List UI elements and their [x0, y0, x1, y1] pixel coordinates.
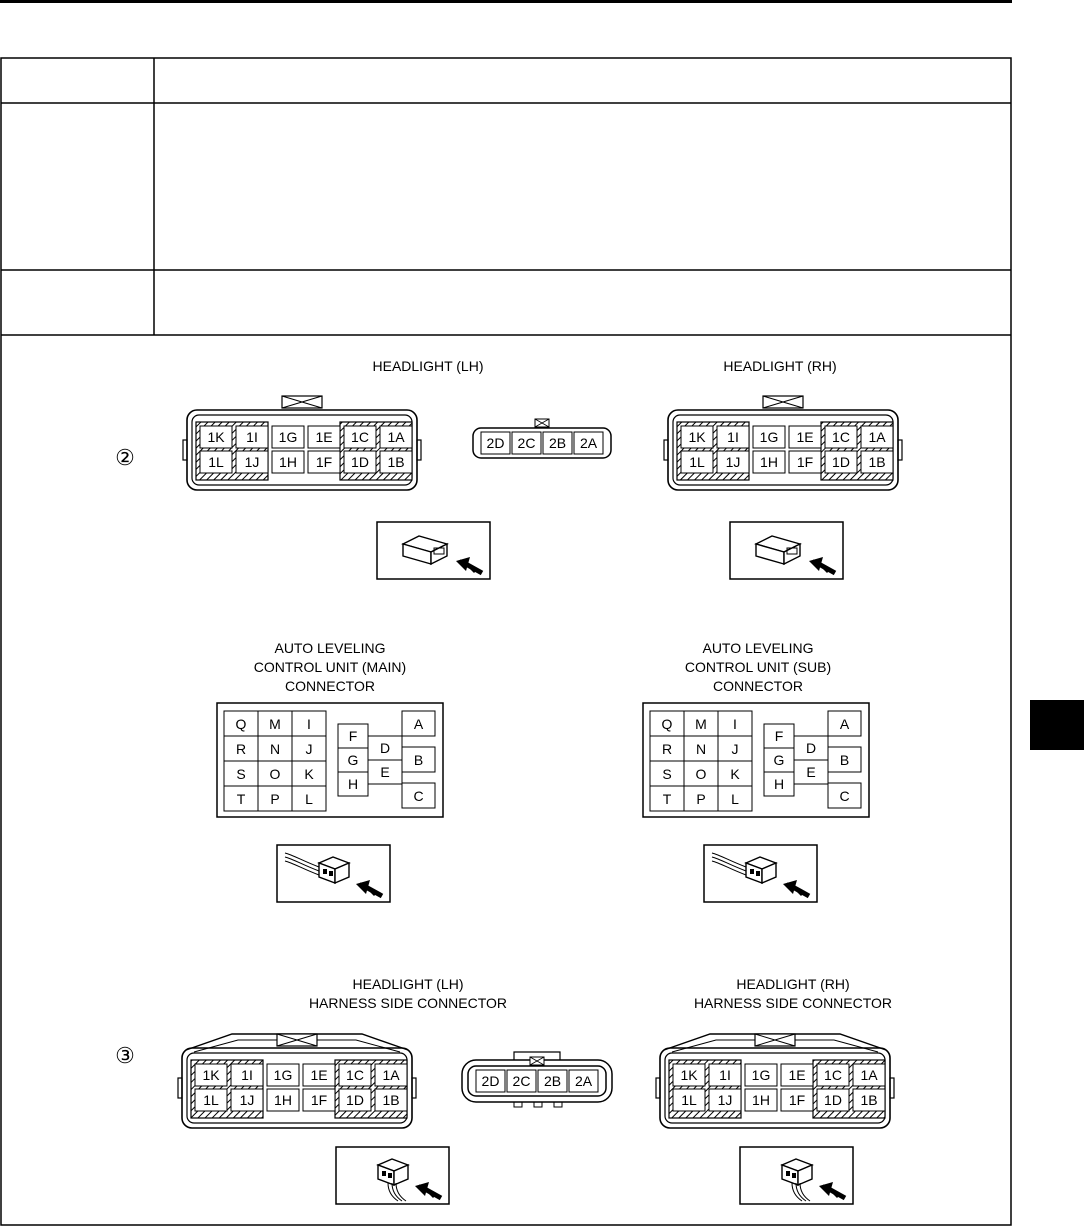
connector-pin-cell	[781, 1089, 813, 1111]
connector-pin-cell	[339, 1089, 371, 1111]
connector-pin-cell	[402, 783, 435, 808]
svg-text:1A: 1A	[868, 429, 886, 445]
harness-view-icon	[704, 845, 817, 902]
svg-text:1G: 1G	[751, 1067, 771, 1083]
connector-pin-cell	[338, 724, 368, 748]
leveling-sub-title	[685, 640, 831, 694]
connector-pin-cell	[224, 761, 258, 786]
svg-text:1D: 1D	[832, 454, 850, 470]
connector-pin-cell	[368, 736, 402, 760]
svg-text:R: R	[235, 741, 247, 757]
svg-text:1B: 1B	[868, 454, 886, 470]
svg-text:1E: 1E	[310, 1067, 328, 1083]
connector-pin-cell	[825, 451, 857, 473]
connector-pin-cell	[292, 736, 326, 761]
svg-text:1I: 1I	[241, 1067, 253, 1083]
connector-pin-cell	[224, 736, 258, 761]
connector-pin-cell	[718, 736, 752, 761]
connector-pin-cell	[825, 426, 857, 448]
connector-pin-cell	[258, 736, 292, 761]
connector-pin-cell	[789, 451, 821, 473]
section-tab-marker	[1030, 700, 1084, 750]
connector-pin-cell	[650, 786, 684, 811]
step-marker-2	[115, 445, 135, 470]
svg-text:C: C	[413, 788, 424, 804]
connector-view-icon	[377, 522, 490, 579]
connector-pin-cell	[684, 761, 718, 786]
headlight-lh-title: HEADLIGHT (LH)	[372, 358, 484, 374]
svg-text:1G: 1G	[278, 429, 298, 445]
connector-pin-cell	[380, 451, 412, 473]
connector-pin-cell	[267, 1089, 299, 1111]
connector-pin-cell	[684, 736, 718, 761]
harness-view-icon	[277, 845, 390, 902]
svg-text:1B: 1B	[382, 1092, 400, 1108]
svg-text:C: C	[839, 788, 850, 804]
connector-pin-cell	[476, 1070, 505, 1092]
svg-text:1C: 1C	[824, 1067, 842, 1083]
svg-text:B: B	[413, 752, 424, 768]
svg-text:Q: Q	[235, 716, 247, 732]
svg-text:1A: 1A	[860, 1067, 878, 1083]
connector-pin-cell	[789, 426, 821, 448]
leveling-main-connector	[217, 703, 443, 817]
connector-pin-cell	[200, 451, 232, 473]
svg-text:S: S	[662, 766, 672, 782]
svg-text:1L: 1L	[208, 454, 224, 470]
headlight-rh-title: HEADLIGHT (RH)	[723, 358, 837, 374]
svg-text:K: K	[304, 766, 314, 782]
connector-pin-cell	[308, 426, 340, 448]
svg-text:1E: 1E	[796, 429, 814, 445]
svg-text:2D: 2D	[486, 435, 505, 451]
connector-pin-cell	[861, 451, 893, 473]
connector-pin-cell	[402, 711, 435, 736]
headlight-lh-connector-1	[183, 396, 421, 490]
harness-rh-connector-1	[656, 1034, 894, 1128]
connector-pin-cell	[794, 760, 828, 784]
svg-text:1D: 1D	[824, 1092, 842, 1108]
headlight-rh-connector-1	[664, 396, 902, 490]
connector-pin-cell	[681, 451, 713, 473]
connector-pin-cell	[817, 1064, 849, 1086]
svg-text:J: J	[305, 741, 313, 757]
connector-pin-cell	[292, 711, 326, 736]
headlight-lh-connector-2	[473, 419, 611, 458]
connector-pin-cell	[272, 426, 304, 448]
connector-pin-cell	[258, 761, 292, 786]
svg-text:1F: 1F	[310, 1092, 328, 1108]
connector-pin-cell	[507, 1070, 536, 1092]
svg-text:1B: 1B	[860, 1092, 878, 1108]
svg-text:R: R	[661, 741, 673, 757]
connector-pin-cell	[745, 1064, 777, 1086]
connector-pin-cell	[236, 451, 268, 473]
svg-text:D: D	[805, 740, 817, 756]
connector-pin-cell	[375, 1089, 407, 1111]
connector-pin-cell	[650, 761, 684, 786]
svg-text:1C: 1C	[832, 429, 850, 445]
connector-pin-cell	[481, 432, 510, 454]
svg-text:O: O	[269, 766, 281, 782]
svg-text:K: K	[730, 766, 740, 782]
connector-pin-cell	[574, 432, 603, 454]
svg-text:1F: 1F	[796, 454, 814, 470]
svg-text:N: N	[695, 741, 707, 757]
connector-pin-cell	[853, 1089, 885, 1111]
connector-pin-cell	[308, 451, 340, 473]
connector-pin-cell	[709, 1089, 741, 1111]
connector-pin-cell	[673, 1089, 705, 1111]
connector-pin-cell	[338, 772, 368, 796]
svg-text:1L: 1L	[203, 1092, 219, 1108]
connector-pin-cell	[781, 1064, 813, 1086]
svg-text:1L: 1L	[681, 1092, 697, 1108]
svg-text:1L: 1L	[689, 454, 705, 470]
svg-text:1C: 1C	[351, 429, 369, 445]
svg-text:1H: 1H	[760, 454, 778, 470]
svg-text:AUTO LEVELING: AUTO LEVELING	[702, 640, 814, 656]
svg-text:S: S	[236, 766, 246, 782]
svg-text:1I: 1I	[719, 1067, 731, 1083]
svg-text:Q: Q	[661, 716, 673, 732]
svg-text:1E: 1E	[315, 429, 333, 445]
connector-pin-cell	[195, 1064, 227, 1086]
connector-pin-cell	[538, 1070, 567, 1092]
connector-pin-cell	[684, 786, 718, 811]
svg-text:L: L	[305, 791, 313, 807]
connector-pin-cell	[200, 426, 232, 448]
svg-text:G: G	[347, 752, 359, 768]
harness-view-icon	[336, 1147, 449, 1204]
connector-pin-cell	[344, 451, 376, 473]
svg-text:2B: 2B	[548, 435, 567, 451]
connector-pin-cell	[681, 426, 713, 448]
connector-pin-cell	[338, 748, 368, 772]
svg-text:H: H	[347, 776, 359, 792]
svg-text:L: L	[731, 791, 739, 807]
svg-text:1G: 1G	[273, 1067, 293, 1083]
svg-text:J: J	[731, 741, 739, 757]
leveling-sub-connector	[643, 703, 869, 817]
connector-pin-cell	[650, 736, 684, 761]
connector-diagram-table	[0, 57, 1012, 1226]
connector-pin-cell	[718, 786, 752, 811]
svg-text:1H: 1H	[279, 454, 297, 470]
svg-text:1D: 1D	[351, 454, 369, 470]
connector-pin-cell	[231, 1089, 263, 1111]
connector-pin-cell	[236, 426, 268, 448]
connector-pin-cell	[764, 772, 794, 796]
svg-text:B: B	[839, 752, 850, 768]
svg-text:2C: 2C	[517, 435, 536, 451]
svg-text:HARNESS SIDE CONNECTOR: HARNESS SIDE CONNECTOR	[308, 995, 508, 1011]
leveling-main-title	[254, 640, 406, 694]
svg-text:1K: 1K	[680, 1067, 698, 1083]
svg-text:1J: 1J	[717, 1092, 733, 1108]
connector-pin-cell	[764, 724, 794, 748]
svg-text:1I: 1I	[727, 429, 739, 445]
svg-text:CONNECTOR: CONNECTOR	[285, 678, 375, 694]
connector-pin-cell	[231, 1064, 263, 1086]
svg-text:1A: 1A	[382, 1067, 400, 1083]
connector-pin-cell	[717, 426, 749, 448]
svg-text:1J: 1J	[239, 1092, 255, 1108]
connector-pin-cell	[267, 1064, 299, 1086]
connector-pin-cell	[745, 1089, 777, 1111]
connector-view-icon	[730, 522, 843, 579]
connector-pin-cell	[828, 783, 861, 808]
svg-text:1J: 1J	[244, 454, 260, 470]
connector-pin-cell	[853, 1064, 885, 1086]
svg-text:O: O	[695, 766, 707, 782]
svg-text:2B: 2B	[543, 1073, 562, 1089]
connector-pin-cell	[794, 736, 828, 760]
connector-pin-cell	[402, 747, 435, 772]
svg-text:1K: 1K	[688, 429, 706, 445]
connector-pin-cell	[258, 711, 292, 736]
connector-pin-cell	[861, 426, 893, 448]
svg-text:CONTROL UNIT (MAIN): CONTROL UNIT (MAIN)	[253, 659, 407, 675]
connector-pin-cell	[380, 426, 412, 448]
harness-rh-title	[694, 976, 892, 1011]
svg-text:1I: 1I	[246, 429, 258, 445]
harness-lh-connector-1	[178, 1034, 416, 1128]
svg-text:1F: 1F	[788, 1092, 806, 1108]
connector-pin-cell	[753, 426, 785, 448]
svg-text:A: A	[839, 716, 850, 732]
svg-text:P: P	[696, 791, 706, 807]
svg-text:E: E	[380, 764, 390, 780]
svg-text:1B: 1B	[387, 454, 405, 470]
svg-text:A: A	[413, 716, 424, 732]
connector-pin-cell	[828, 747, 861, 772]
svg-text:2A: 2A	[574, 1073, 593, 1089]
svg-text:HARNESS SIDE CONNECTOR: HARNESS SIDE CONNECTOR	[693, 995, 893, 1011]
page-top-rule	[0, 0, 1012, 3]
connector-pin-cell	[828, 711, 861, 736]
connector-pin-cell	[718, 761, 752, 786]
svg-text:AUTO LEVELING: AUTO LEVELING	[274, 640, 386, 656]
svg-text:1K: 1K	[207, 429, 225, 445]
connector-pin-cell	[375, 1064, 407, 1086]
svg-text:D: D	[379, 740, 391, 756]
connector-pin-cell	[303, 1064, 335, 1086]
svg-text:1F: 1F	[315, 454, 333, 470]
harness-view-icon	[740, 1147, 853, 1204]
connector-pin-cell	[224, 786, 258, 811]
connector-pin-cell	[753, 451, 785, 473]
svg-text:CONNECTOR: CONNECTOR	[713, 678, 803, 694]
table-grid	[1, 58, 1011, 1225]
svg-text:E: E	[806, 764, 816, 780]
connector-pin-cell	[543, 432, 572, 454]
svg-text:I: I	[307, 716, 311, 732]
connector-pin-cell	[569, 1070, 598, 1092]
connector-pin-cell	[717, 451, 749, 473]
connector-pin-cell	[817, 1089, 849, 1111]
svg-text:1E: 1E	[788, 1067, 806, 1083]
svg-text:T: T	[236, 791, 246, 807]
svg-text:1K: 1K	[202, 1067, 220, 1083]
svg-text:1A: 1A	[387, 429, 405, 445]
connector-pin-cell	[224, 711, 258, 736]
connector-pin-cell	[764, 748, 794, 772]
svg-text:N: N	[269, 741, 281, 757]
svg-text:I: I	[733, 716, 737, 732]
svg-text:T: T	[662, 791, 672, 807]
svg-text:HEADLIGHT (LH): HEADLIGHT (LH)	[352, 976, 464, 992]
connector-pin-cell	[258, 786, 292, 811]
svg-text:CONTROL UNIT (SUB): CONTROL UNIT (SUB)	[684, 659, 832, 675]
svg-text:2A: 2A	[579, 435, 598, 451]
svg-text:1D: 1D	[346, 1092, 364, 1108]
svg-text:②: ②	[115, 445, 135, 470]
svg-text:2D: 2D	[481, 1073, 500, 1089]
svg-text:F: F	[348, 728, 358, 744]
harness-lh-connector-2	[462, 1052, 612, 1107]
svg-text:③: ③	[115, 1043, 135, 1068]
svg-text:P: P	[270, 791, 280, 807]
connector-pin-cell	[673, 1064, 705, 1086]
svg-text:F: F	[774, 728, 784, 744]
connector-pin-cell	[344, 426, 376, 448]
connector-pin-cell	[339, 1064, 371, 1086]
connector-pin-cell	[650, 711, 684, 736]
svg-text:1C: 1C	[346, 1067, 364, 1083]
connector-pin-cell	[684, 711, 718, 736]
connector-pin-cell	[292, 761, 326, 786]
svg-text:H: H	[773, 776, 785, 792]
svg-text:M: M	[269, 716, 281, 732]
connector-pin-cell	[303, 1089, 335, 1111]
connector-pin-cell	[709, 1064, 741, 1086]
connector-pin-cell	[368, 760, 402, 784]
svg-text:G: G	[773, 752, 785, 768]
svg-text:1J: 1J	[725, 454, 741, 470]
svg-text:1G: 1G	[759, 429, 779, 445]
connector-pin-cell	[195, 1089, 227, 1111]
svg-text:1H: 1H	[274, 1092, 292, 1108]
connector-pin-cell	[512, 432, 541, 454]
connector-pin-cell	[718, 711, 752, 736]
step-marker-3	[115, 1043, 135, 1068]
harness-lh-title	[309, 976, 507, 1011]
svg-text:HEADLIGHT (RH): HEADLIGHT (RH)	[736, 976, 850, 992]
connector-pin-cell	[272, 451, 304, 473]
svg-text:M: M	[695, 716, 707, 732]
svg-text:2C: 2C	[512, 1073, 531, 1089]
svg-text:1H: 1H	[752, 1092, 770, 1108]
connector-pin-cell	[292, 786, 326, 811]
